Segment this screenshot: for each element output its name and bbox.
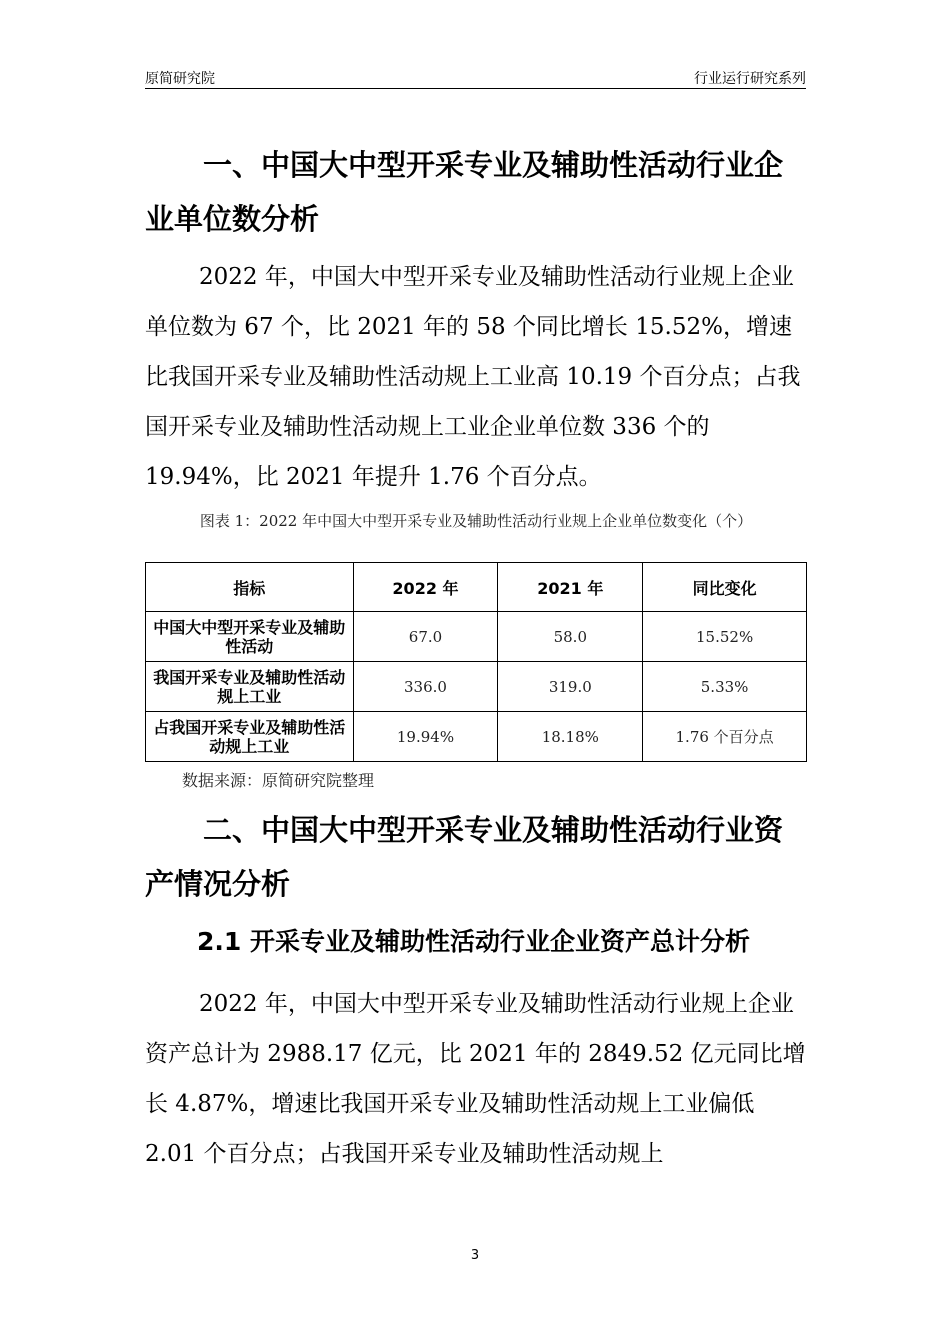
value-2021: 58.0 (498, 612, 643, 662)
section2-subheading: 2.1 开采专业及辅助性活动行业企业资产总计分析 (197, 927, 750, 956)
value-2022: 67.0 (353, 612, 498, 662)
row-label: 中国大中型开采专业及辅助性活动 (146, 612, 354, 662)
value-2022: 19.94% (353, 712, 498, 762)
section1-heading: 一、中国大中型开采专业及辅助性活动行业企业单位数分析 (145, 148, 784, 236)
page-header (145, 66, 806, 89)
table-header-row (146, 563, 807, 612)
value-change: 15.52% (643, 612, 807, 662)
page-number: 3 (470, 1248, 480, 1263)
section1-paragraph: 2022 年，中国大中型开采专业及辅助性活动行业规上企业单位数为 67 个，比 2021 年的 58 个同比增长 15.52%，增速比我国开采专业及辅助性活动规上工业高 10.19 个百分点；占我国开采专业及辅助性活动规上工业企业单位数 336 个的 19.94%，比 2021 年提升 1.76 个百分点。 (145, 264, 801, 490)
table-source: 数据来源：原简研究院整理 (182, 771, 375, 790)
value-2021: 319.0 (498, 662, 643, 712)
value-2022: 336.0 (353, 662, 498, 712)
section2-heading: 二、中国大中型开采专业及辅助性活动行业资产情况分析 (145, 813, 784, 901)
table-row (146, 712, 807, 762)
value-change: 1.76 个百分点 (643, 712, 807, 762)
section2-paragraph: 2022 年，中国大中型开采专业及辅助性活动行业规上企业资产总计为 2988.17 亿元，比 2021 年的 2849.52 亿元同比增长 4.87%，增速比我国开采专业及辅助性活动规上工业偏低 2.01 个百分点；占我国开采专业及辅助性活动规上 (145, 991, 806, 1167)
header-series-title: 行业运行研究系列 (694, 71, 806, 87)
header-2022: 2022 年 (353, 563, 498, 612)
row-label: 我国开采专业及辅助性活动规上工业 (146, 662, 354, 712)
unit-count-table (145, 562, 807, 762)
table-caption: 图表 1：2022 年中国大中型开采专业及辅助性活动行业规上企业单位数变化（个） (199, 512, 753, 530)
header-2021: 2021 年 (498, 563, 643, 612)
value-change: 5.33% (643, 662, 807, 712)
row-label: 占我国开采专业及辅助性活动规上工业 (146, 712, 354, 762)
table-row (146, 662, 807, 712)
header-indicator: 指标 (146, 563, 354, 612)
table-row (146, 612, 807, 662)
header-org-name: 原简研究院 (145, 71, 215, 87)
header-change: 同比变化 (643, 563, 807, 612)
value-2021: 18.18% (498, 712, 643, 762)
